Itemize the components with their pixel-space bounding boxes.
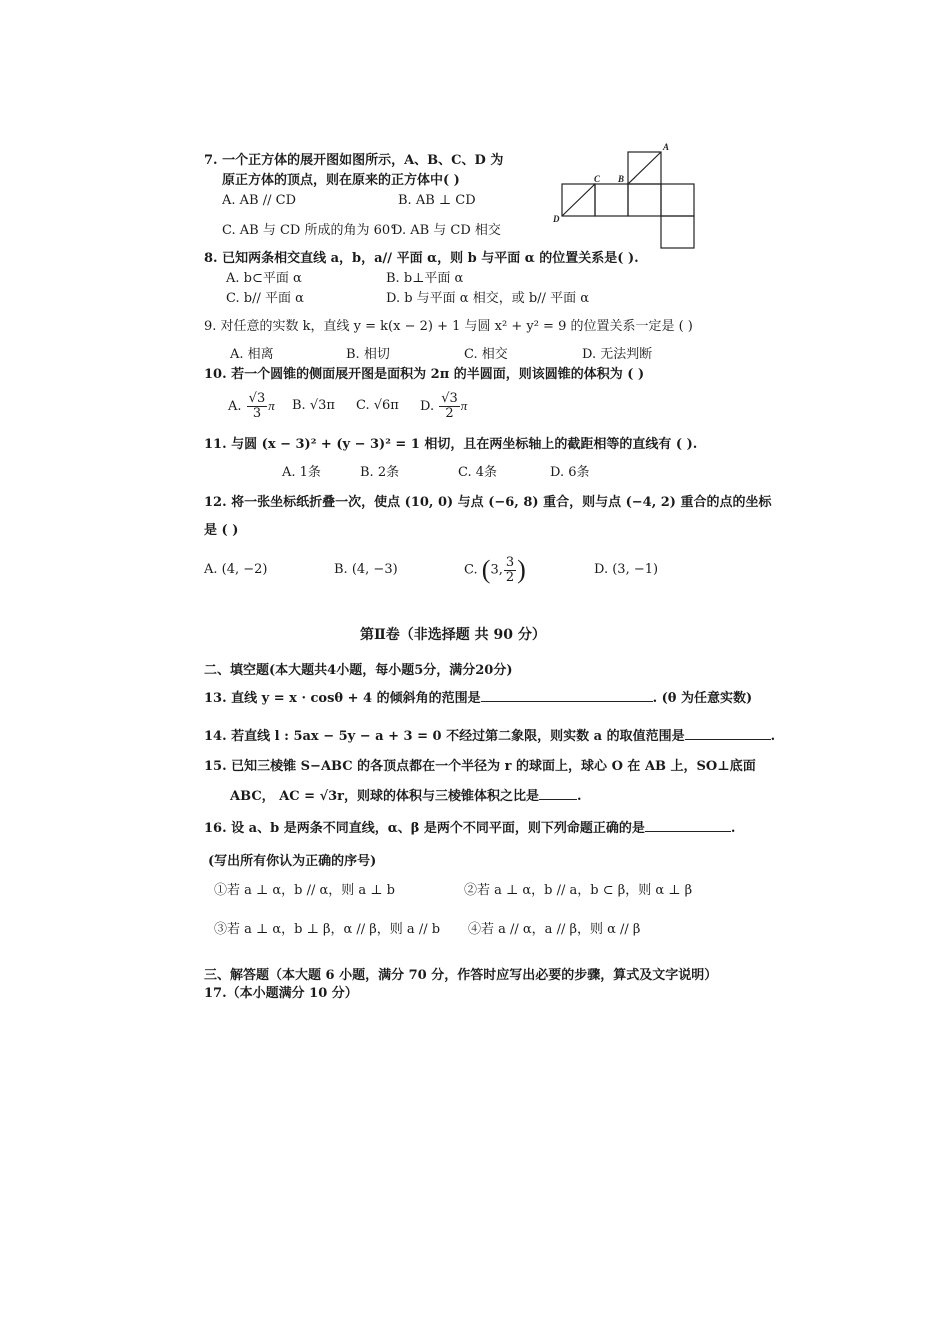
q16-answer-blank[interactable]	[645, 831, 731, 832]
q10-option-a-pi: π	[268, 398, 275, 413]
cube-net-figure	[552, 142, 702, 252]
net-square-3	[628, 184, 661, 216]
label-b: B	[618, 174, 625, 184]
q7-option-c: C. AB 与 CD 所成的角为 60°	[222, 223, 397, 238]
q7-stem-line1: 7. 一个正方体的展开图如图所示，A、B、C、D 为	[204, 153, 504, 168]
part2-title: 第Ⅱ卷（非选择题 共 90 分）	[360, 627, 546, 643]
q12-option-b: B. (4, −3)	[334, 562, 398, 577]
q12-option-c-fraction	[504, 556, 516, 585]
q9-option-a: A. 相离	[230, 347, 274, 362]
q16-proposition-2: ②若 a ⊥ α，b // a，b ⊂ β，则 α ⊥ β	[464, 883, 693, 898]
label-d: D	[553, 214, 560, 224]
q12-option-c-numerator: 3	[505, 554, 515, 570]
q14-answer-blank[interactable]	[685, 739, 771, 740]
q15-line2	[230, 788, 582, 806]
q16-proposition-4: ④若 a // α，a // β，则 α // β	[468, 922, 641, 937]
q9-stem: 9. 对任意的实数 k，直线 y = k(x − 2) + 1 与圆 x² + y² = 9 的位置关系一定是 ( )	[204, 319, 693, 334]
q7-option-d: D. AB 与 CD 相交	[392, 223, 501, 238]
q15-tail: .	[577, 789, 582, 804]
q12-option-d: D. (3, −1)	[594, 562, 659, 577]
q11-stem: 11. 与圆 (x − 3)² + (y − 3)² = 1 相切，且在两坐标轴上的截距相等的直线有 ( ).	[204, 437, 698, 452]
q12-stem: 12. 将一张坐标纸折叠一次，使点 (10, 0) 与点 (−6, 8) 重合，则与点 (−4, 2) 重合的点的坐标	[204, 495, 772, 510]
q16-proposition-1: ①若 a ⊥ α，b // α，则 a ⊥ b	[214, 883, 395, 898]
q15-text: ABC， AC = √3r，则球的体积与三棱锥体积之比是	[230, 789, 540, 804]
q14-text: 14. 若直线 l : 5ax − 5y − a + 3 = 0 不经过第二象限，则实数 a 的取值范围是	[204, 729, 685, 744]
q11-option-d: D. 6条	[550, 465, 590, 480]
q13-tail: . (θ 为任意实数)	[652, 691, 753, 706]
segment-cd	[562, 184, 595, 216]
q7-option-b: B. AB ⊥ CD	[398, 193, 476, 208]
q8-option-a: A. b⊂平面 α	[226, 271, 302, 286]
q11-option-b: B. 2条	[360, 465, 400, 480]
q10-option-d-numerator: √3	[441, 391, 458, 406]
q10-option-a-fraction	[247, 392, 268, 421]
q14-tail: .	[770, 729, 776, 744]
q7-stem-line2: 原正方体的顶点，则在原来的正方体中( )	[222, 173, 460, 188]
q12-stem-continued: 是 ( )	[204, 523, 239, 538]
q9-option-d: D. 无法判断	[582, 347, 653, 362]
q9-option-c: C. 相交	[464, 347, 508, 362]
net-square-bottom	[661, 216, 694, 248]
q10-option-a-numerator: √3	[248, 391, 266, 406]
q16-text: 16. 设 a、b 是两条不同直线，α、β 是两个不同平面，则下列命题正确的是	[204, 821, 645, 836]
q10-option-d-label: D.	[420, 399, 435, 414]
q13-answer-blank[interactable]	[481, 701, 653, 702]
q10-option-d-pi: π	[460, 398, 468, 413]
q10-option-a-label: A.	[228, 399, 242, 414]
section2-heading: 二、填空题(本大题共4小题，每小题5分，满分20分)	[204, 663, 513, 678]
q8-option-d: D. b 与平面 α 相交，或 b// 平面 α	[386, 291, 589, 306]
q8-option-c: C. b// 平面 α	[226, 291, 304, 306]
q12-option-c: C. (3, $\frac{3}{2}$ )	[464, 554, 526, 585]
q8-stem: 8. 已知两条相交直线 a，b，a// 平面 α，则 b 与平面 α 的位置关系是( ).	[204, 251, 639, 266]
q12-option-a: A. (4, −2)	[204, 562, 268, 577]
q16-hint: (写出所有你认为正确的序号)	[208, 854, 377, 869]
q14	[204, 728, 775, 746]
q10-option-d-denominator: 2	[445, 406, 454, 421]
q10-option-a	[228, 388, 275, 425]
q11-option-c: C. 4条	[458, 465, 498, 480]
section3-heading: 三、解答题（本大题 6 小题，满分 70 分，作答时应写出必要的步骤，算式及文字说明）	[204, 968, 718, 983]
label-c: C	[594, 174, 601, 184]
q10-option-c: C. √6π	[356, 398, 399, 413]
label-a: A	[663, 142, 670, 152]
q10-option-d-fraction	[439, 392, 460, 421]
q8-option-b: B. b⊥平面 α	[386, 271, 464, 286]
q15-answer-blank[interactable]	[539, 799, 577, 800]
q10-stem: 10. 若一个圆锥的侧面展开图是面积为 2π 的半圆面，则该圆锥的体积为 ( )	[204, 367, 645, 382]
q12-option-c-denominator: 2	[505, 569, 515, 585]
q12-option-c-label: C.	[464, 562, 478, 578]
net-square-2	[595, 184, 628, 216]
q12-option-c-x: 3,	[490, 562, 503, 578]
q16-tail: .	[730, 821, 736, 836]
q11-option-a: A. 1条	[282, 465, 321, 480]
q16	[204, 820, 735, 838]
segment-ab	[628, 152, 661, 184]
q16-proposition-3: ③若 a ⊥ α，b ⊥ β，α // β，则 a // b	[214, 922, 441, 937]
q15-line1: 15. 已知三棱锥 S−ABC 的各顶点都在一个半径为 r 的球面上，球心 O 在 AB 上，SO⊥底面	[204, 759, 756, 774]
net-square-4	[661, 184, 694, 216]
q7-option-a: A. AB // CD	[222, 193, 296, 208]
q10-option-d	[420, 388, 467, 425]
q10-option-b: B. √3π	[292, 398, 335, 413]
q10-option-a-denominator: 3	[252, 406, 262, 421]
q13-text: 13. 直线 y = x · cosθ + 4 的倾斜角的范围是	[204, 691, 481, 706]
q13	[204, 690, 752, 708]
q17-heading: 17.（本小题满分 10 分）	[204, 986, 358, 1001]
q9-option-b: B. 相切	[346, 347, 390, 362]
